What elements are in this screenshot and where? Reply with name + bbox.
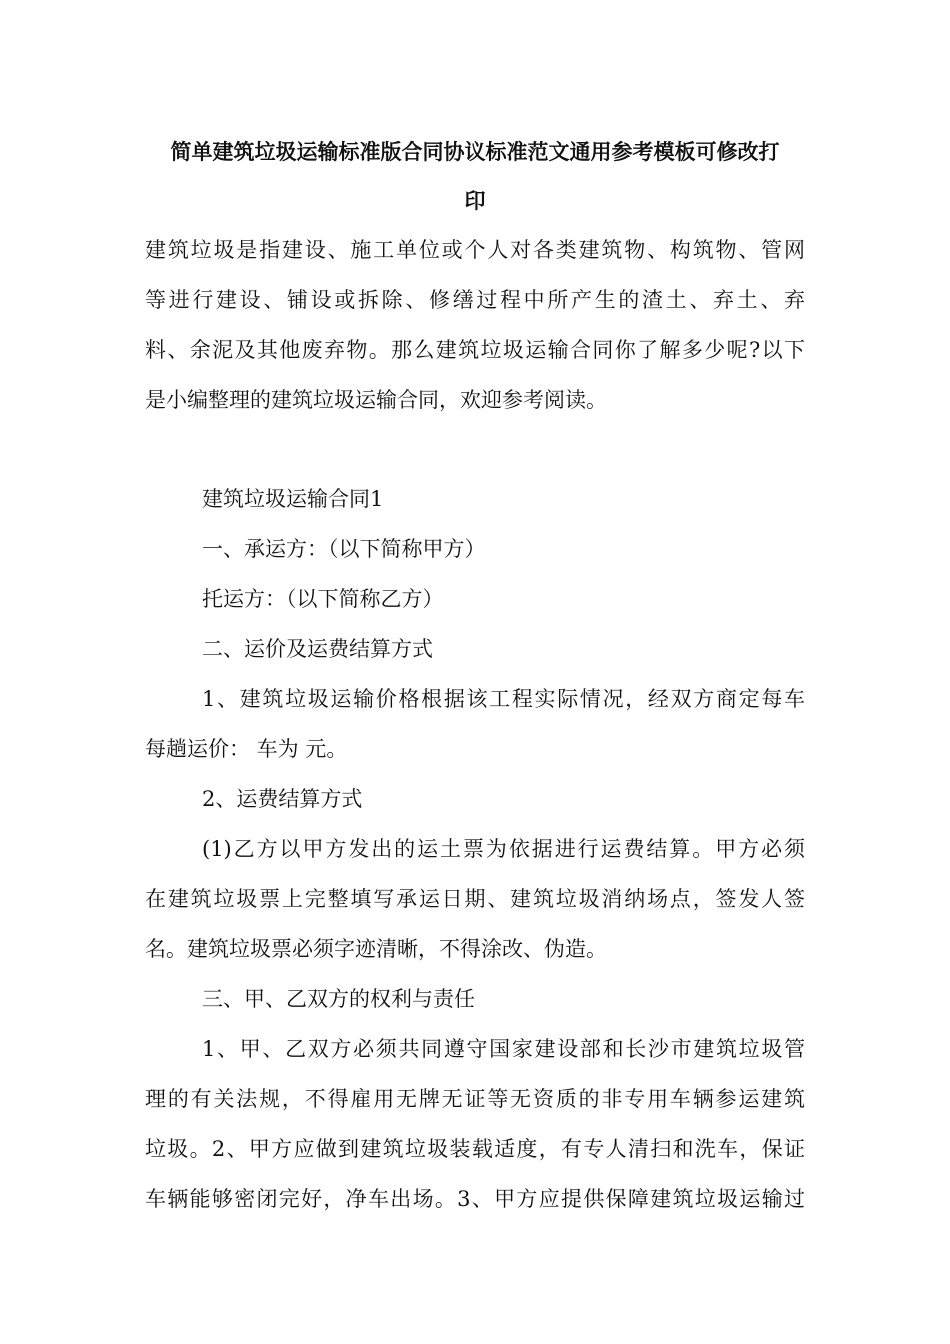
document-title-continued: 印 xyxy=(464,189,486,213)
section-3-line: 垃圾。2、甲方应做到建筑垃圾装载适度，有专人清扫和洗车，保证 xyxy=(145,1137,805,1161)
section-3-line: 理的有关法规，不得雇用无牌无证等无资质的非专用车辆参运建筑 xyxy=(145,1087,805,1111)
intro-paragraph-line: 建筑垃圾是指建设、施工单位或个人对各类建筑物、构筑物、管网 xyxy=(145,238,805,262)
intro-paragraph-line: 等进行建设、铺设或拆除、修缮过程中所产生的渣土、弃土、弃 xyxy=(145,288,805,312)
section-2-heading: 二、运价及运费结算方式 xyxy=(202,637,433,661)
intro-paragraph-line: 料、余泥及其他废弃物。那么建筑垃圾运输合同你了解多少呢?以下 xyxy=(145,338,805,362)
section-3-line: 1、甲、乙双方必须共同遵守国家建设部和长沙市建筑垃圾管 xyxy=(202,1037,805,1061)
section-2-item-1-line: 1、建筑垃圾运输价格根据该工程实际情况，经双方商定每车 xyxy=(202,687,805,711)
section-2-item-1-line: 每趟运价： 车为 元。 xyxy=(145,737,348,761)
section-2-item-2-line: 在建筑垃圾票上完整填写承运日期、建筑垃圾消纳场点，签发人签 xyxy=(145,887,805,911)
intro-paragraph-line: 是小编整理的建筑垃圾运输合同，欢迎参考阅读。 xyxy=(145,388,607,412)
document-title: 简单建筑垃圾运输标准版合同协议标准范文通用参考模板可修改打 xyxy=(170,140,780,164)
contract-heading: 建筑垃圾运输合同1 xyxy=(202,487,384,511)
section-3-line: 车辆能够密闭完好，净车出场。3、甲方应提供保障建筑垃圾运输过 xyxy=(145,1187,805,1211)
section-2-item-2-line: (1)乙方以甲方发出的运土票为依据进行运费结算。甲方必须 xyxy=(202,837,805,861)
section-2-item-2-heading: 2、运费结算方式 xyxy=(202,787,363,811)
section-2-item-2-line: 名。建筑垃圾票必须字迹清晰，不得涂改、伪造。 xyxy=(145,937,607,961)
party-a-line: 一、承运方：（以下简称甲方） xyxy=(202,537,486,561)
section-3-heading: 三、甲、乙双方的权利与责任 xyxy=(202,987,475,1011)
party-b-line: 托运方：（以下简称乙方） xyxy=(202,587,444,611)
